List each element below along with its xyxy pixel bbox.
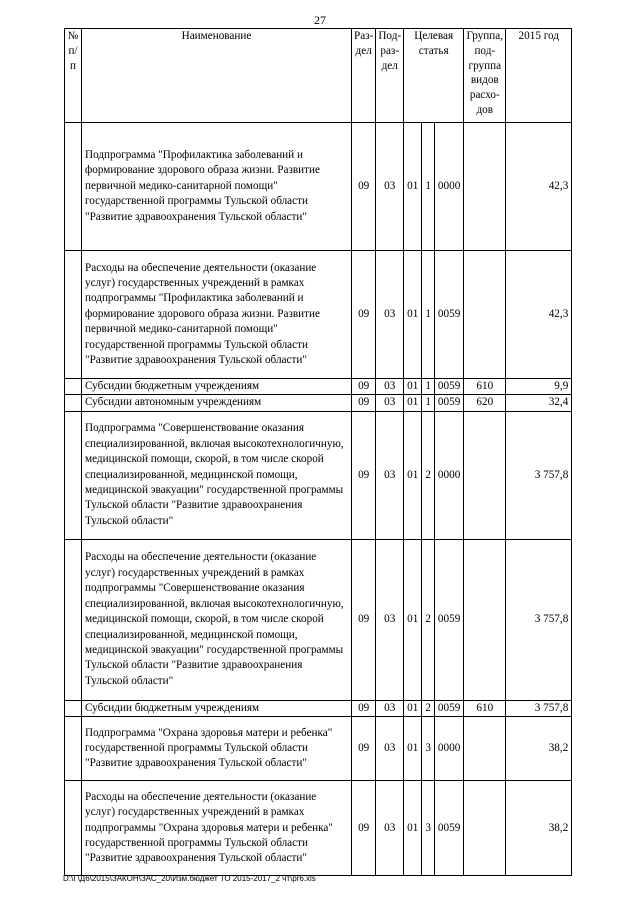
target-part1-cell: 01 xyxy=(404,379,422,395)
podrazdel-cell: 03 xyxy=(376,251,404,379)
header-razdel: Раз-дел xyxy=(352,29,376,123)
target-part3-cell: 0059 xyxy=(434,395,463,411)
amount-cell: 42,3 xyxy=(506,251,572,379)
target-part2-cell: 1 xyxy=(422,379,435,395)
razdel-cell: 09 xyxy=(352,781,376,876)
target-part3-cell: 0000 xyxy=(434,717,463,781)
target-part1-cell: 01 xyxy=(404,539,422,700)
podrazdel-cell: 03 xyxy=(376,700,404,716)
target-part2-cell: 2 xyxy=(422,539,435,700)
target-part2-cell: 1 xyxy=(422,395,435,411)
num xyxy=(65,379,82,395)
table-row xyxy=(65,539,572,700)
name: Расходы на обеспечение деятельности (оказание услуг) государственных учреждений в рамках подпрограммы "Совершенствование оказания специализированной, включая высокотехнологичную, медицинской помощи, скорой, в том числе скорой специализированной, медицинской помощи, медицинской эвакуации" государственной программы Тульской области "Развитие здравоохранения Тульской области" xyxy=(82,539,352,700)
table-body xyxy=(65,123,572,876)
name: Субсидии бюджетным учреждениям xyxy=(82,379,352,395)
name: Подпрограмма "Совершенствование оказания специализированной, включая высокотехнологичную, медицинской помощи, скорой, в том числе скорой специализированной, медицинской помощи, медицинской эвакуации" государственной программы Тульской области "Развитие здравоохранения Тульской области" xyxy=(82,411,352,539)
table-row xyxy=(65,717,572,781)
header-name: Наименование xyxy=(82,29,352,123)
target-part3-cell: 0000 xyxy=(434,411,463,539)
target-part1-cell: 01 xyxy=(404,781,422,876)
target-part3-cell: 0059 xyxy=(434,251,463,379)
group-cell xyxy=(464,717,506,781)
amount-cell: 3 757,8 xyxy=(506,411,572,539)
name: Подпрограмма "Охрана здоровья матери и ребенка" государственной программы Тульской области "Развитие здравоохранения Тульской области" xyxy=(82,717,352,781)
razdel-cell: 09 xyxy=(352,411,376,539)
group-cell xyxy=(464,781,506,876)
table-header-row xyxy=(65,29,572,123)
target-part2-cell: 1 xyxy=(422,251,435,379)
num xyxy=(65,717,82,781)
target-part3-cell: 0000 xyxy=(434,123,463,251)
amount-cell: 32,4 xyxy=(506,395,572,411)
group-cell: 620 xyxy=(464,395,506,411)
name: Субсидии бюджетным учреждениям xyxy=(82,700,352,716)
group-cell: 610 xyxy=(464,700,506,716)
target-part1-cell: 01 xyxy=(404,717,422,781)
razdel-cell: 09 xyxy=(352,395,376,411)
target-part2-cell: 3 xyxy=(422,717,435,781)
target-part1-cell: 01 xyxy=(404,411,422,539)
razdel-cell: 09 xyxy=(352,123,376,251)
target-part3-cell: 0059 xyxy=(434,781,463,876)
page-number: 27 xyxy=(314,13,326,27)
group-cell xyxy=(464,539,506,700)
target-part1-cell: 01 xyxy=(404,123,422,251)
target-part1-cell: 01 xyxy=(404,700,422,716)
amount-cell: 3 757,8 xyxy=(506,539,572,700)
podrazdel-cell: 03 xyxy=(376,717,404,781)
name: Субсидии автономным учреждениям xyxy=(82,395,352,411)
razdel-cell: 09 xyxy=(352,700,376,716)
podrazdel-cell: 03 xyxy=(376,123,404,251)
target-part2-cell: 3 xyxy=(422,781,435,876)
podrazdel-cell: 03 xyxy=(376,411,404,539)
podrazdel-cell: 03 xyxy=(376,395,404,411)
header-target: Целевая статья xyxy=(404,29,464,123)
num xyxy=(65,251,82,379)
razdel-cell: 09 xyxy=(352,379,376,395)
podrazdel-cell: 03 xyxy=(376,379,404,395)
num xyxy=(65,123,82,251)
target-part3-cell: 0059 xyxy=(434,379,463,395)
num xyxy=(65,781,82,876)
razdel-cell: 09 xyxy=(352,251,376,379)
group-cell xyxy=(464,123,506,251)
num xyxy=(65,539,82,700)
amount-cell: 42,3 xyxy=(506,123,572,251)
target-part3-cell: 0059 xyxy=(434,700,463,716)
budget-table xyxy=(64,28,572,876)
header-year: 2015 год xyxy=(506,29,572,123)
name: Подпрограмма "Профилактика заболеваний и формирование здорового образа жизни. Развитие первичной медико-санитарной помощи" государственной программы Тульской области "Развитие здравоохранения Тульской области" xyxy=(82,123,352,251)
group-cell xyxy=(464,251,506,379)
table-row xyxy=(65,395,572,411)
amount-cell: 9,9 xyxy=(506,379,572,395)
podrazdel-cell: 03 xyxy=(376,781,404,876)
name: Расходы на обеспечение деятельности (оказание услуг) государственных учреждений в рамках подпрограммы "Профилактика заболеваний и формирование здорового образа жизни. Развитие первичной медико-санитарной помощи" государственной программы Тульской области "Развитие здравоохранения Тульской области" xyxy=(82,251,352,379)
table-row xyxy=(65,411,572,539)
amount-cell: 38,2 xyxy=(506,781,572,876)
group-cell xyxy=(464,411,506,539)
table-row xyxy=(65,781,572,876)
header-group: Группа, под-группа видов расхо-дов xyxy=(464,29,506,123)
amount-cell: 3 757,8 xyxy=(506,700,572,716)
num xyxy=(65,411,82,539)
target-part1-cell: 01 xyxy=(404,395,422,411)
table-row xyxy=(65,123,572,251)
razdel-cell: 09 xyxy=(352,539,376,700)
table-row xyxy=(65,700,572,716)
razdel-cell: 09 xyxy=(352,717,376,781)
podrazdel-cell: 03 xyxy=(376,539,404,700)
num xyxy=(65,395,82,411)
file-path-footer: D:\Г\Д6\2015\ЗАКОН\ЗАС_20\Изм.бюджет ТО 2015-2017_2 чт\pr6.xls xyxy=(63,874,316,883)
target-part2-cell: 2 xyxy=(422,411,435,539)
target-part2-cell: 1 xyxy=(422,123,435,251)
target-part1-cell: 01 xyxy=(404,251,422,379)
target-part3-cell: 0059 xyxy=(434,539,463,700)
name: Расходы на обеспечение деятельности (оказание услуг) государственных учреждений в рамках подпрограммы "Охрана здоровья матери и ребенка" государственной программы Тульской области "Развитие здравоохранения Тульской области" xyxy=(82,781,352,876)
target-part2-cell: 2 xyxy=(422,700,435,716)
num xyxy=(65,700,82,716)
header-podrazdel: Под-раз-дел xyxy=(376,29,404,123)
table-row xyxy=(65,379,572,395)
header-num: № п/п xyxy=(65,29,82,123)
group-cell: 610 xyxy=(464,379,506,395)
amount-cell: 38,2 xyxy=(506,717,572,781)
table-row xyxy=(65,251,572,379)
